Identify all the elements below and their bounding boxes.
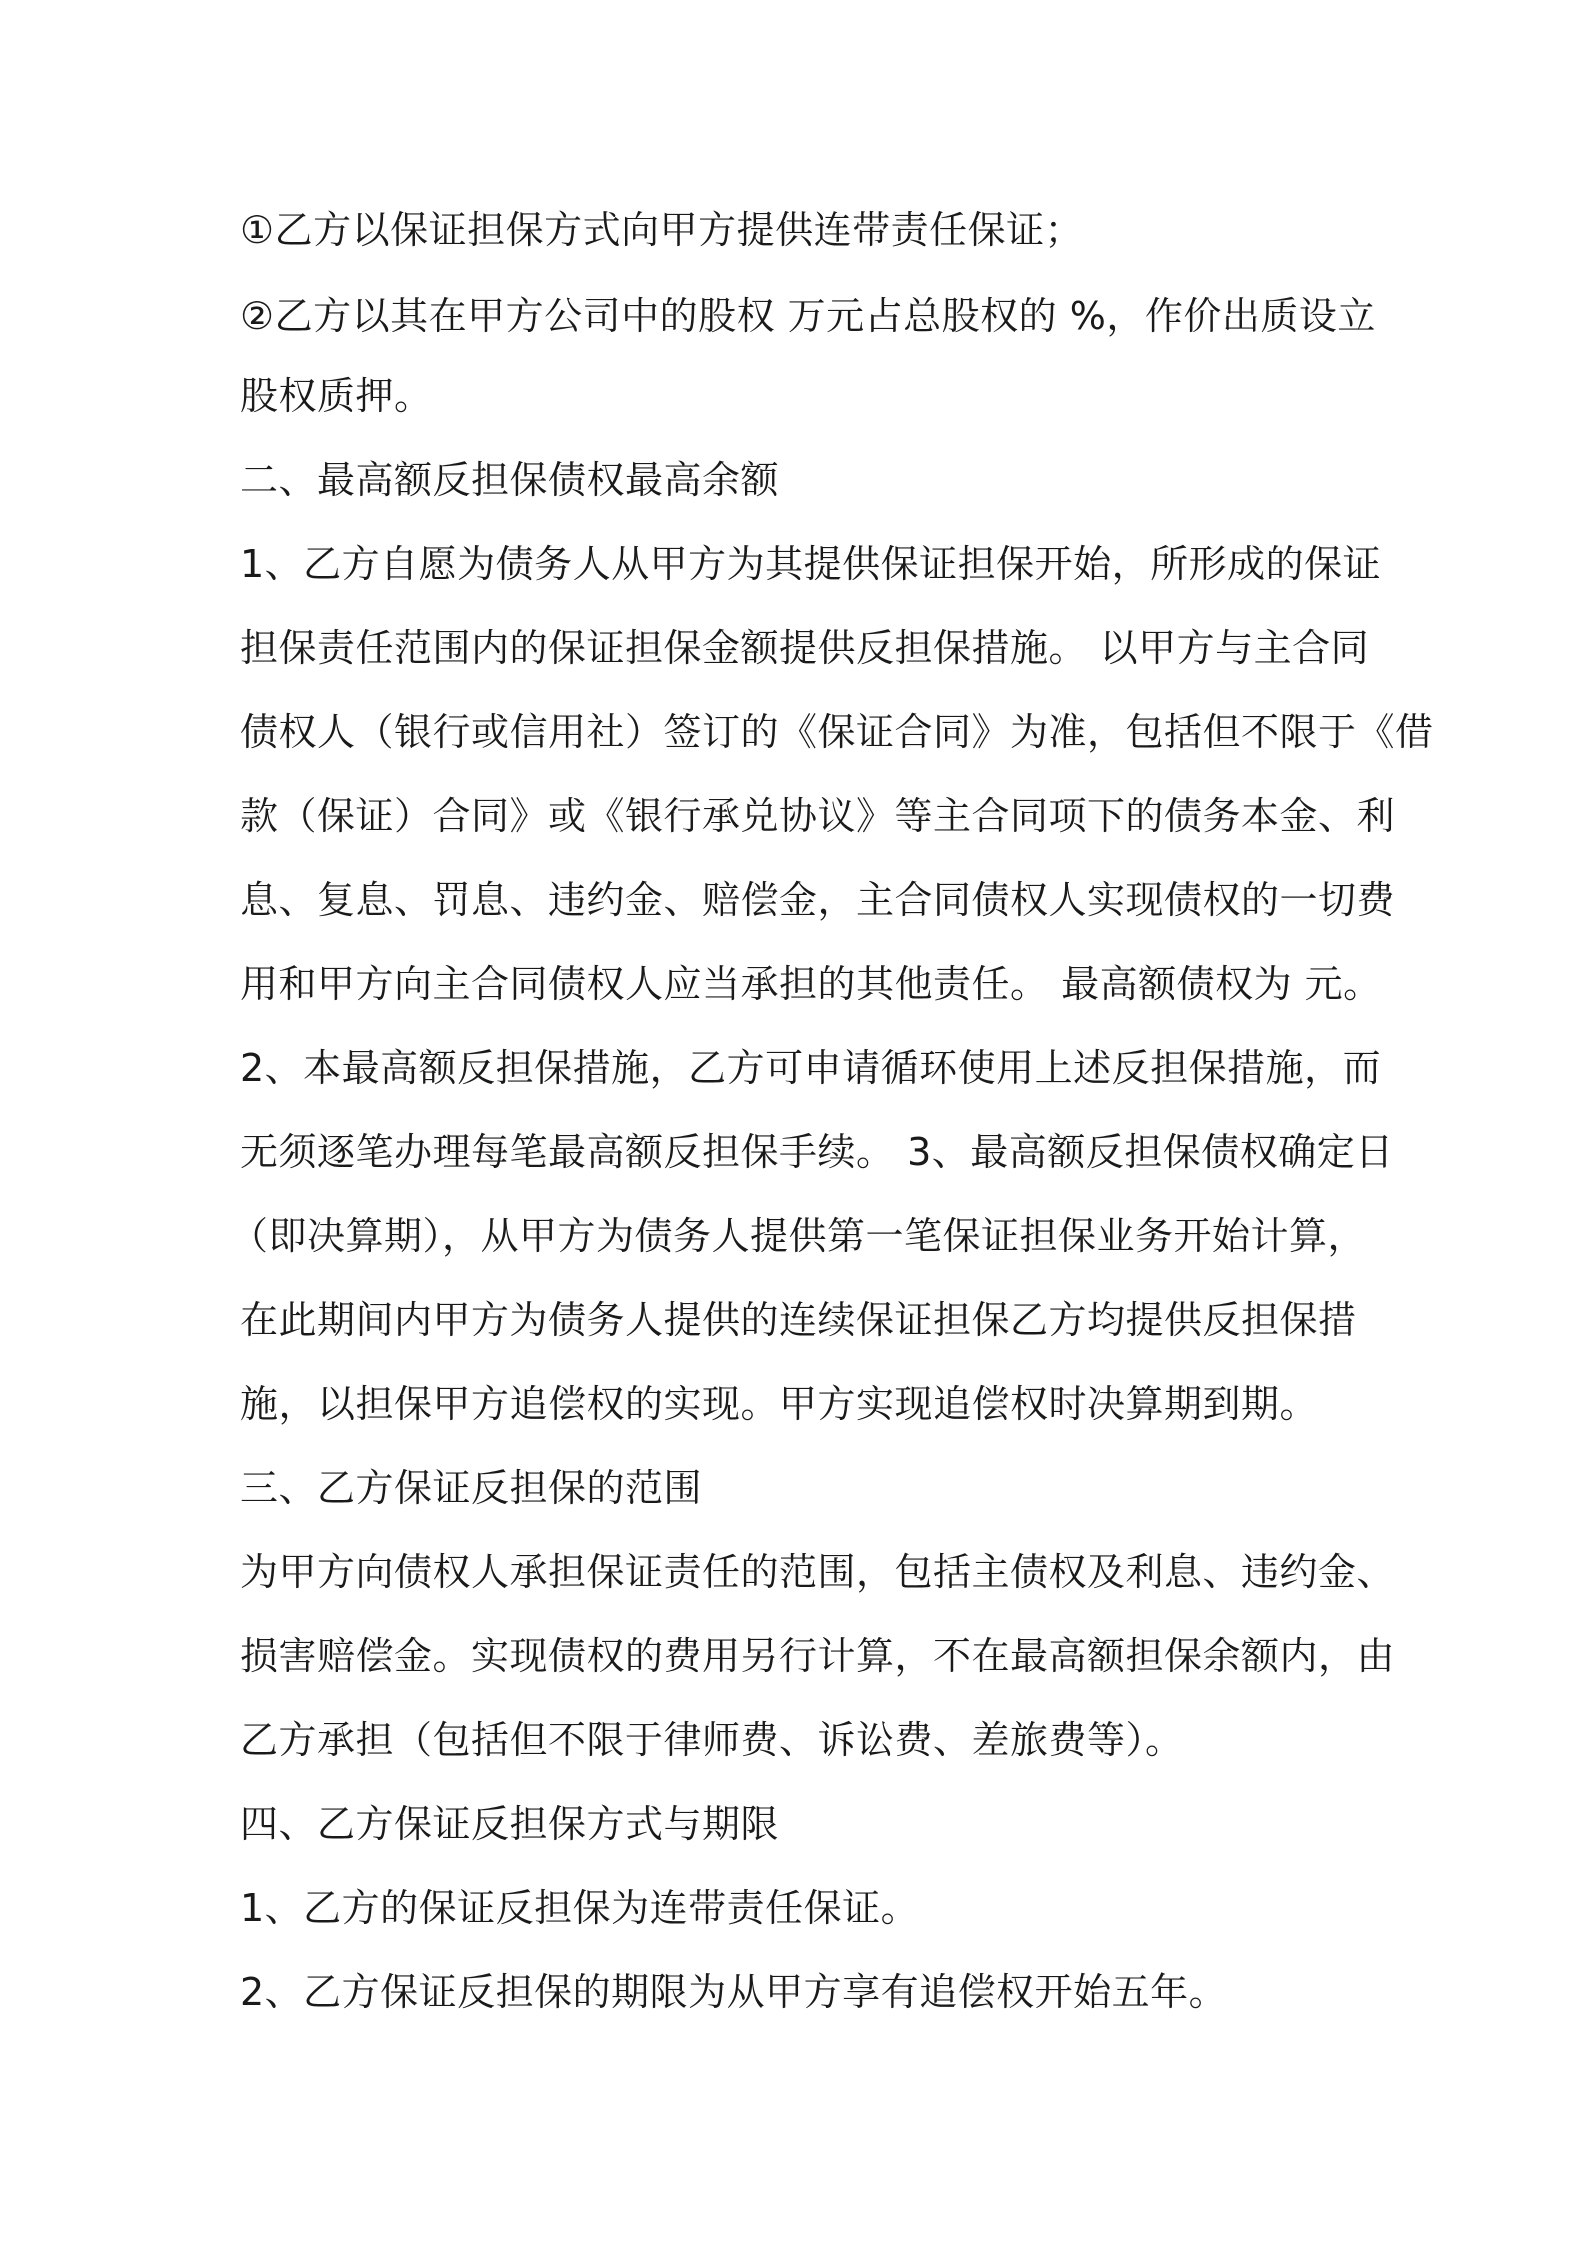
paragraph-line: 施，以担保甲方追偿权的实现。甲方实现追偿权时决算期到期。 <box>240 1382 1319 1426</box>
paragraph-line: （即决算期），从甲方为债务人提供第一笔保证担保业务开始计算， <box>230 1214 1367 1258</box>
clause-item-1: ①乙方以保证担保方式向甲方提供连带责任保证； <box>240 208 1084 252</box>
section-heading-3: 三、乙方保证反担保的范围 <box>240 1466 703 1510</box>
section-heading-2: 二、最高额反担保债权最高余额 <box>240 458 780 502</box>
paragraph-line: 1、乙方自愿为债务人从甲方为其提供保证担保开始，所形成的保证 <box>240 542 1382 586</box>
paragraph-line: 损害赔偿金。实现债权的费用另行计算，不在最高额担保余额内，由 <box>240 1634 1396 1678</box>
document-page <box>230 0 1434 2244</box>
section-heading-4: 四、乙方保证反担保方式与期限 <box>240 1802 780 1846</box>
paragraph-line: 1、乙方的保证反担保为连带责任保证。 <box>240 1886 920 1930</box>
paragraph-line: 债权人（银行或信用社）签订的《保证合同》为准，包括但不限于《借 <box>240 710 1434 754</box>
clause-item-2-cont: 股权质押。 <box>240 374 433 418</box>
clause-item-2: ②乙方以其在甲方公司中的股权 万元占总股权的 %，作价出质设立 <box>240 294 1376 338</box>
paragraph-line: 款（保证）合同》或《银行承兑协议》等主合同项下的债务本金、利 <box>240 794 1396 838</box>
paragraph-line: 无须逐笔办理每笔最高额反担保手续。 3、最高额反担保债权确定日 <box>240 1130 1394 1174</box>
paragraph-line: 用和甲方向主合同债权人应当承担的其他责任。 最高额债权为 元。 <box>240 962 1382 1006</box>
paragraph-line: 乙方承担（包括但不限于律师费、诉讼费、差旅费等）。 <box>240 1718 1184 1762</box>
paragraph-line: 为甲方向债权人承担保证责任的范围，包括主债权及利息、违约金、 <box>240 1550 1396 1594</box>
paragraph-line: 担保责任范围内的保证担保金额提供反担保措施。 以甲方与主合同 <box>240 626 1370 670</box>
paragraph-line: 2、乙方保证反担保的期限为从甲方享有追偿权开始五年。 <box>240 1970 1228 2014</box>
paragraph-line: 在此期间内甲方为债务人提供的连续保证担保乙方均提供反担保措 <box>240 1298 1357 1342</box>
paragraph-line: 息、复息、罚息、违约金、赔偿金，主合同债权人实现债权的一切费 <box>240 878 1396 922</box>
paragraph-line: 2、本最高额反担保措施，乙方可申请循环使用上述反担保措施，而 <box>240 1046 1382 1090</box>
